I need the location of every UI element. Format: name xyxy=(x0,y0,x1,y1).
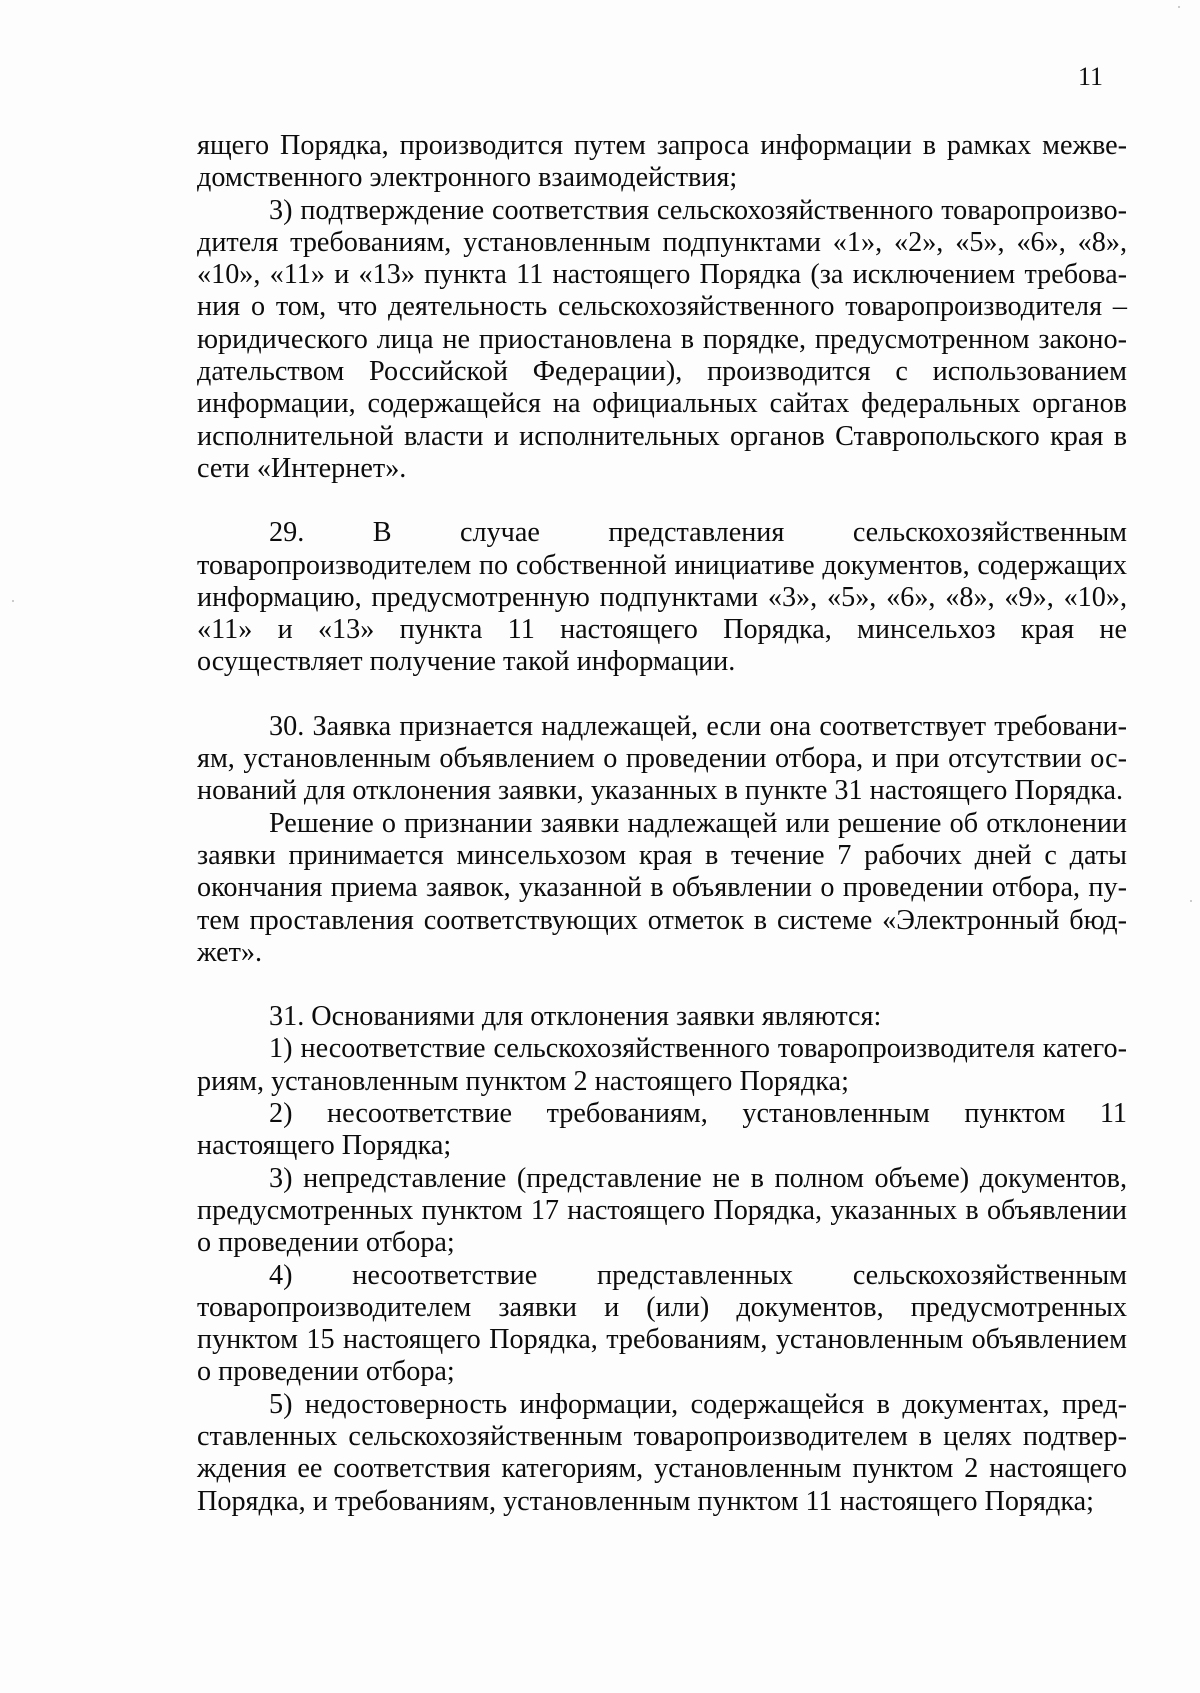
list-item-1: 1) несоответствие сельскохозяйственного товаропроизводителя категориям, установленным пунктом 2 настоящего Порядка; xyxy=(197,1033,1127,1097)
scan-speck xyxy=(1190,900,1192,902)
paragraph-clause-31: 31. Основаниями для отклонения заявки являются: xyxy=(269,1001,882,1033)
paragraph-clause-30: 30. Заявка признается надлежащей, если она соответствует требованиям, установленным объявлением о проведении отбора, и при отсутствии оснований для отклонения заявки, указанных в пункте 31 настоящего Порядка. xyxy=(197,710,1127,807)
list-item-2: 2) несоответствие требованиям, установленным пунктом 11 настоящего Порядка; xyxy=(197,1098,1127,1162)
list-item-4: 4) несоответствие представленных сельскохозяйственным товаропроизводителем заявки и (или) документов, предусмотренных пунктом 15 настоящего Порядка, требованиям, установленным объявлением о проведении отбора; xyxy=(197,1259,1127,1388)
paragraph-clause-29: 29. В случае представления сельскохозяйственным товаропроизводителем по собственной инициативе документов, содержащих информацию, предусмотренную подпунктами «3», «5», «6», «8», «9», «10», «11» и «13» пункта 11 настоящего Порядка, минсельхоз края не осуществляет получение такой информации. xyxy=(197,517,1127,678)
paragraph-continuation: ящего Порядка, производится путем запроса информации в рамках межведомственного электронного взаимодействия; xyxy=(197,130,1127,194)
paragraph-clause-30-decision: Решение о признании заявки надлежащей или решение об отклонении заявки принимается минсельхозом края в течение 7 рабочих дней с даты окончания приема заявок, указанной в объявлении о проведении отбора, путем проставления соответствующих отметок в системе «Электронный бюджет». xyxy=(197,807,1127,968)
page-number: 11 xyxy=(1078,62,1104,91)
scan-speck xyxy=(12,600,14,602)
document-body xyxy=(197,130,1127,1518)
scan-speck xyxy=(1178,6,1180,8)
list-item-5: 5) недостоверность информации, содержащейся в документах, представленных сельскохозяйственным товаропроизводителем в целях подтверждения ее соответствия категориям, установленным пунктом 2 настоящего Порядка, и требованиям, установленным пунктом 11 настоящего Порядка; xyxy=(197,1388,1127,1517)
list-item-3: 3) непредставление (представление не в полном объеме) документов, предусмотренных пунктом 17 настоящего Порядка, указанных в объявлении о проведении отбора; xyxy=(197,1162,1127,1259)
paragraph-subitem-3: 3) подтверждение соответствия сельскохозяйственного товаропроизводителя требованиям, установленным подпунктами «1», «2», «5», «6», «8», «10», «11» и «13» пункта 11 настоящего Порядка (за исключением требования о том, что деятельность сельскохозяйственного товаропроизводителя – юридического лица не приостановлена в порядке, предусмотренном законодательством Российской Федерации), производится с использованием информации, содержащейся на официальных сайтах федеральных органов исполнительной власти и исполнительных органов Ставропольского края в сети «Интернет». xyxy=(197,194,1127,484)
